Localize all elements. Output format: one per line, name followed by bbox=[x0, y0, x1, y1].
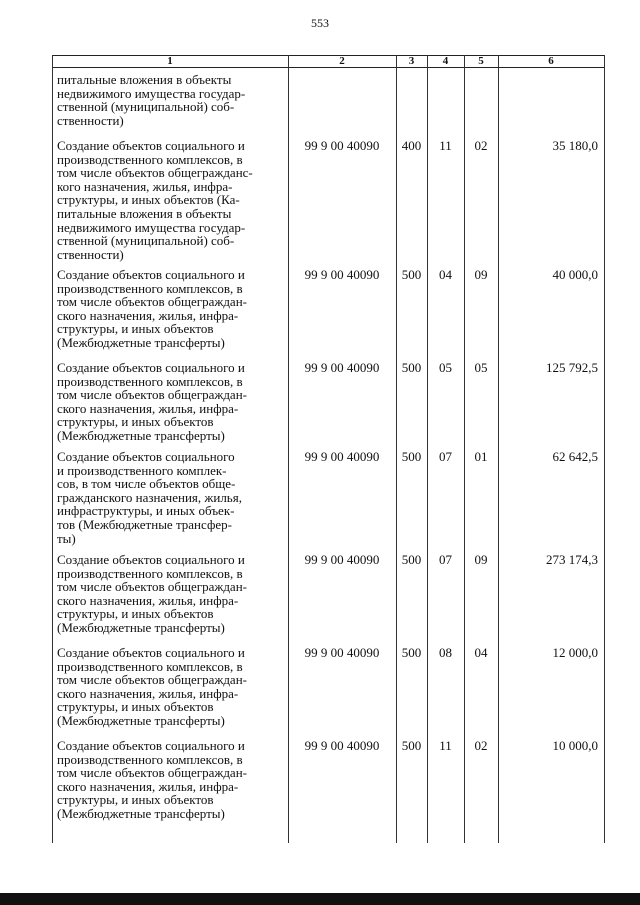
description-line: Создание объектов социального и bbox=[57, 138, 245, 153]
row-description bbox=[57, 553, 287, 635]
description-line: структуры, и иных объектов bbox=[57, 792, 214, 808]
row-code: 99 9 00 40090 bbox=[304, 138, 380, 153]
row-subsection: 09 bbox=[474, 552, 488, 567]
description-line: производственного комплексов, в bbox=[57, 280, 243, 296]
description-line: инфраструктуры, и иных объек- bbox=[57, 503, 235, 519]
table-header-rule bbox=[52, 67, 604, 68]
row-code: 99 9 00 40090 bbox=[304, 360, 380, 375]
row-amount: 62 642,5 bbox=[552, 449, 598, 464]
header-col-5: 5 bbox=[478, 55, 484, 67]
header-col-4: 4 bbox=[442, 55, 449, 67]
description-line: структуры, и иных объектов bbox=[57, 321, 214, 337]
description-line: структуры, и иных объектов (Ка- bbox=[57, 192, 240, 208]
header-col-1: 1 bbox=[167, 55, 173, 67]
description-line: производственного комплексов, в bbox=[57, 373, 243, 389]
column-divider bbox=[288, 55, 289, 843]
row-section: 05 bbox=[439, 360, 452, 375]
description-line: ского назначения, жилья, инфра- bbox=[57, 400, 239, 416]
column-divider bbox=[52, 55, 53, 843]
row-amount: 125 792,5 bbox=[546, 360, 598, 375]
row-code: 99 9 00 40090 bbox=[304, 738, 380, 753]
row-description bbox=[57, 268, 287, 350]
description-line: (Межбюджетные трансферты) bbox=[57, 334, 225, 350]
header-col-3: 3 bbox=[408, 55, 415, 67]
description-line: Создание объектов социального и bbox=[57, 267, 245, 282]
description-line: недвижимого имущества государ- bbox=[57, 219, 246, 235]
row-amount: 40 000,0 bbox=[552, 267, 598, 282]
row-description bbox=[57, 646, 287, 728]
column-divider bbox=[396, 55, 397, 843]
description-line: гражданского назначения, жилья, bbox=[57, 489, 242, 505]
description-line: недвижимого имущества государ- bbox=[57, 85, 246, 101]
description-line: производственного комплексов, в bbox=[57, 151, 243, 167]
description-line: том числе объектов общеграждан- bbox=[57, 672, 247, 688]
description-line: ского назначения, жилья, инфра- bbox=[57, 685, 239, 701]
row-section: 08 bbox=[439, 645, 452, 660]
row-description bbox=[57, 450, 287, 545]
row-section: 07 bbox=[439, 552, 452, 567]
row-type-code: 500 bbox=[401, 552, 422, 567]
description-line: ского назначения, жилья, инфра- bbox=[57, 592, 239, 608]
description-line: ского назначения, жилья, инфра- bbox=[57, 307, 239, 323]
description-line: питальные вложения в объекты bbox=[57, 72, 232, 87]
description-line: ского назначения, жилья, инфра- bbox=[57, 778, 239, 794]
description-line: питальные вложения в объекты bbox=[57, 205, 232, 221]
description-line: ственности) bbox=[57, 112, 124, 128]
row-amount: 10 000,0 bbox=[552, 738, 598, 753]
description-line: Создание объектов социального и bbox=[57, 645, 245, 660]
row-subsection: 09 bbox=[474, 267, 488, 282]
row-description bbox=[57, 73, 287, 127]
row-type-code: 500 bbox=[401, 267, 422, 282]
description-line: структуры, и иных объектов bbox=[57, 606, 214, 622]
column-divider bbox=[498, 55, 499, 843]
description-line: том числе объектов общегражданс- bbox=[57, 165, 253, 181]
description-line: (Межбюджетные трансферты) bbox=[57, 805, 225, 821]
description-line: тов (Межбюджетные трансфер- bbox=[57, 516, 232, 532]
description-line: сов, в том числе объектов обще- bbox=[57, 476, 236, 492]
row-type-code: 500 bbox=[401, 645, 422, 660]
row-amount: 273 174,3 bbox=[546, 552, 598, 567]
description-line: (Межбюджетные трансферты) bbox=[57, 619, 225, 635]
row-subsection: 02 bbox=[474, 738, 488, 753]
description-line: производственного комплексов, в bbox=[57, 565, 243, 581]
row-amount: 12 000,0 bbox=[552, 645, 598, 660]
column-divider bbox=[604, 55, 605, 843]
scan-edge-bar bbox=[0, 893, 640, 905]
row-subsection: 04 bbox=[474, 645, 488, 660]
description-line: производственного комплексов, в bbox=[57, 658, 243, 674]
description-line: ственности) bbox=[57, 246, 124, 262]
row-code: 99 9 00 40090 bbox=[304, 645, 380, 660]
row-description bbox=[57, 139, 287, 261]
row-subsection: 02 bbox=[474, 138, 488, 153]
row-type-code: 400 bbox=[401, 138, 422, 153]
row-amount: 35 180,0 bbox=[552, 138, 598, 153]
description-line: Создание объектов социального и bbox=[57, 360, 245, 375]
description-line: том числе объектов общеграждан- bbox=[57, 294, 247, 310]
row-section: 07 bbox=[439, 449, 452, 464]
row-code: 99 9 00 40090 bbox=[304, 267, 380, 282]
row-code: 99 9 00 40090 bbox=[304, 552, 380, 567]
description-line: ты) bbox=[57, 530, 76, 546]
description-line: том числе объектов общеграждан- bbox=[57, 765, 247, 781]
row-type-code: 500 bbox=[401, 449, 422, 464]
row-subsection: 05 bbox=[474, 360, 488, 375]
page-number: 553 bbox=[311, 16, 329, 30]
row-type-code: 500 bbox=[401, 738, 422, 753]
row-description bbox=[57, 739, 287, 821]
description-line: структуры, и иных объектов bbox=[57, 699, 214, 715]
row-section: 04 bbox=[439, 267, 452, 282]
description-line: Создание объектов социального и bbox=[57, 552, 245, 567]
description-line: том числе объектов общеграждан- bbox=[57, 387, 247, 403]
description-line: структуры, и иных объектов bbox=[57, 414, 214, 430]
row-type-code: 500 bbox=[401, 360, 422, 375]
header-col-2: 2 bbox=[339, 55, 345, 67]
description-line: ственной (муниципальной) соб- bbox=[57, 233, 235, 249]
description-line: и производственного комплек- bbox=[57, 462, 227, 478]
description-line: (Межбюджетные трансферты) bbox=[57, 427, 225, 443]
column-divider bbox=[427, 55, 428, 843]
row-code: 99 9 00 40090 bbox=[304, 449, 380, 464]
description-line: Создание объектов социального и bbox=[57, 738, 245, 753]
description-line: том числе объектов общеграждан- bbox=[57, 579, 247, 595]
description-line: производственного комплексов, в bbox=[57, 751, 243, 767]
description-line: кого назначения, жилья, инфра- bbox=[57, 178, 233, 194]
description-line: Создание объектов социального bbox=[57, 449, 235, 464]
row-section: 11 bbox=[439, 738, 452, 753]
column-divider bbox=[464, 55, 465, 843]
description-line: (Межбюджетные трансферты) bbox=[57, 712, 225, 728]
row-description bbox=[57, 361, 287, 443]
description-line: ственной (муниципальной) соб- bbox=[57, 99, 235, 115]
row-subsection: 01 bbox=[474, 449, 488, 464]
header-col-6: 6 bbox=[548, 55, 554, 67]
row-section: 11 bbox=[439, 138, 452, 153]
